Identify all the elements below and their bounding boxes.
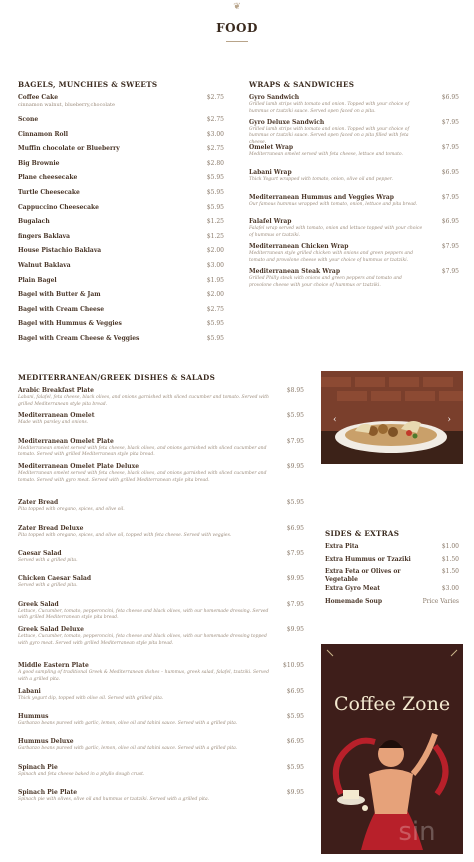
item-name: Mediterranean Chicken Wrap <box>249 243 349 251</box>
item-name: Zater Bread <box>18 499 59 507</box>
item-price: $7.95 <box>286 437 304 445</box>
item-name: Caesar Salad <box>18 549 62 557</box>
menu-item <box>18 662 304 687</box>
item-price: $1.50 <box>441 568 459 576</box>
title-divider <box>226 41 248 42</box>
item-price: $2.00 <box>206 291 224 299</box>
item-name: Falafel Wrap <box>249 218 292 226</box>
item-name: Mediterranean Hummus and Veggies Wrap <box>249 193 394 201</box>
item-desc: Garbanzo beans pureed with garlic, lemon, olive oil and tahini sauce. Served with a grilled pita. <box>18 720 238 726</box>
item-price: $9.95 <box>286 575 304 583</box>
menu-item <box>18 387 304 412</box>
item-name: Mediterranean Omelet <box>18 412 95 420</box>
item-price: $1.50 <box>441 555 459 563</box>
item-price: $9.95 <box>286 789 304 797</box>
item-desc: Served with a grilled pita. <box>18 583 78 589</box>
item-price: $6.95 <box>441 168 459 176</box>
menu-item <box>18 601 304 626</box>
item-name: Hummus <box>18 712 49 720</box>
item-price: $7.95 <box>441 243 459 251</box>
item-name: Big Brownie <box>18 159 60 167</box>
item-price: $6.95 <box>286 687 304 695</box>
menu-item <box>18 204 224 219</box>
item-name: Extra Feta or Olives or Vegetable <box>325 568 401 584</box>
item-desc: Thick Yogurt wrapped with tomato, onion, olive oil and pepper. <box>249 176 393 182</box>
menu-item <box>325 543 459 556</box>
top-ornament-icon: ❦ <box>233 2 241 12</box>
item-price: $6.95 <box>286 524 304 532</box>
poster-title: Coffee Zone <box>333 693 451 715</box>
carousel-prev-icon[interactable]: ‹ <box>333 415 337 425</box>
menu-item <box>325 585 459 598</box>
item-price: $8.95 <box>286 387 304 394</box>
mediterranean-list <box>18 387 304 814</box>
item-price: $7.95 <box>441 143 459 151</box>
menu-item <box>18 499 304 524</box>
item-price: $5.95 <box>286 412 304 420</box>
menu-item <box>18 233 224 248</box>
item-price: Price Varies <box>422 598 459 606</box>
item-desc: Garbanzo beans pureed with garlic, lemon, olive oil and tahini sauce. Served with a grilled pita. <box>18 746 238 752</box>
item-name: Extra Gyro Meat <box>325 585 381 593</box>
item-price: $7.95 <box>441 193 459 201</box>
item-price: $3.00 <box>441 585 459 593</box>
menu-item <box>18 218 224 233</box>
item-desc: Served with a grilled pita. <box>18 557 78 563</box>
menu-item <box>18 291 224 306</box>
menu-item <box>18 335 224 350</box>
item-name: Extra Pita <box>325 543 359 550</box>
item-name: House Pistachio Baklava <box>18 247 102 255</box>
item-price: $5.95 <box>286 763 304 771</box>
item-name: Mediterranean Omelet Plate Deluxe <box>18 463 140 471</box>
food-photo-carousel <box>321 371 463 464</box>
item-name: Chicken Caesar Salad <box>18 575 92 583</box>
menu-item <box>18 306 224 321</box>
item-desc: Mediterranean style grilled chicken with onions and green peppers and tomato and provolone cheese with your choice of hummus or tzatziki. <box>249 251 413 263</box>
item-desc: Lettuce, Cucumber, tomato, pepperoncini, feta cheese and black olives, with our homemade dressing. Served with grilled Mediterranean style pita bread. <box>18 608 269 621</box>
menu-item <box>18 277 224 292</box>
menu-item <box>18 438 304 463</box>
menu-item <box>18 764 304 789</box>
item-price: $6.95 <box>286 738 304 746</box>
item-name: Walnut Baklava <box>18 261 71 269</box>
item-name: Arabic Breakfast Plate <box>18 387 94 394</box>
item-desc: Falafel wrap served with tomato, onion and lettuce topped with your choice of hummus or tzatziki. <box>249 226 423 238</box>
section-heading-bagels: BAGELS, MUNCHIES & SWEETS <box>18 80 158 89</box>
item-price: $5.95 <box>206 188 224 196</box>
item-price: $2.75 <box>206 116 224 123</box>
item-price: $5.95 <box>206 320 224 328</box>
item-name: Omelet Wrap <box>249 143 294 151</box>
item-name: Bugalach <box>18 218 50 226</box>
item-name: fingers Baklava <box>18 232 71 240</box>
sides-list <box>325 543 459 611</box>
menu-item <box>249 194 459 219</box>
menu-item <box>18 262 224 277</box>
menu-item <box>249 144 459 169</box>
food-photo-image <box>321 371 463 464</box>
item-desc: Labani, falafel, feta cheese, black olives, and onions garnished with sliced cucumber and tomato. Served with grilled Mediterranean style pita bread. <box>18 395 269 407</box>
menu-item <box>18 713 304 738</box>
section-heading-sides: SIDES & EXTRAS <box>325 529 400 538</box>
item-price: $2.75 <box>206 94 224 101</box>
item-price: $5.95 <box>206 203 224 211</box>
menu-item <box>18 626 304 662</box>
item-name: Bagel with Cream Cheese <box>18 305 105 313</box>
item-desc: Grilled Philly steak with onions and green peppers and tomato and provolone cheese with your choice of hummus or tzatziki. <box>249 276 402 288</box>
item-desc: Spinach and feta cheese baked in a phyllo dough crust. <box>18 771 145 777</box>
item-name: Cappuccino Cheesecake <box>18 203 99 211</box>
item-price: $9.95 <box>286 463 304 471</box>
item-name: Labani <box>18 687 41 695</box>
item-price: $1.00 <box>441 543 459 550</box>
item-name: Spinach Pie <box>18 763 58 771</box>
menu-item <box>18 550 304 575</box>
item-price: $7.95 <box>286 549 304 557</box>
item-desc: Mediterranean omelet served with feta cheese, lettuce and tomato. <box>249 151 403 157</box>
menu-item <box>18 320 224 335</box>
item-price: $1.95 <box>206 276 224 284</box>
menu-item <box>18 463 304 499</box>
item-price: $6.95 <box>441 218 459 226</box>
item-price: $2.00 <box>206 247 224 255</box>
menu-item <box>18 131 224 146</box>
item-price: $2.75 <box>206 305 224 313</box>
wraps-list <box>249 94 459 293</box>
menu-item <box>18 116 224 131</box>
item-name: Gyro Sandwich <box>249 94 300 101</box>
menu-item <box>18 247 224 262</box>
menu-item <box>325 556 459 569</box>
item-name: Extra Hummus or Tzaziki <box>325 555 411 563</box>
item-name: Coffee Cake <box>18 94 59 101</box>
menu-item <box>18 145 224 160</box>
item-name: Mediterranean Omelet Plate <box>18 437 114 445</box>
item-desc: Mediterranean omelet served with feta cheese, black olives, and onions garnished with sliced cucumber and tomato. Served with grilled Mediterranean style pita bread. <box>18 445 267 458</box>
menu-item <box>18 789 304 814</box>
item-name: Turtle Cheesecake <box>18 188 80 196</box>
menu-item <box>325 598 459 611</box>
menu-item <box>249 94 459 119</box>
item-price: $2.80 <box>206 159 224 167</box>
menu-item <box>18 525 304 550</box>
menu-item <box>18 160 224 175</box>
item-name: Greek Salad Deluxe <box>18 626 84 634</box>
item-name: Gyro Deluxe Sandwich <box>249 118 325 126</box>
item-price: $1.25 <box>206 218 224 226</box>
item-name: Spinach Pie Plate <box>18 789 78 797</box>
item-price: $5.95 <box>286 712 304 720</box>
item-desc: Thick yogurt dip, topped with olive oil. Served with grilled pita. <box>18 695 164 701</box>
menu-item <box>325 568 459 585</box>
item-price: $2.75 <box>206 145 224 153</box>
item-name: Middle Eastern Plate <box>18 662 89 670</box>
bagels-list <box>18 94 224 350</box>
item-price: $7.95 <box>286 600 304 608</box>
menu-item <box>249 218 459 243</box>
item-name: Cinnamon Roll <box>18 130 69 138</box>
item-desc: Grilled lamb strips with tomato and onion. Topped with your choice of hummus or tzatziki sauce. Served open faced on a pita filled with feta cheese. <box>249 126 410 145</box>
item-desc: Pita topped with oregano, spices, and olive oil. <box>18 507 125 513</box>
section-heading-mediterranean: MEDITERRANEAN/GREEK DISHES & SALADS <box>18 373 216 382</box>
menu-item <box>249 268 459 293</box>
item-price: $5.95 <box>286 499 304 507</box>
item-desc: Made with parsley and onions. <box>18 420 89 426</box>
item-price: $1.25 <box>206 232 224 240</box>
menu-item <box>18 94 224 116</box>
item-price: $5.95 <box>206 334 224 342</box>
item-desc: Pita topped with oregano, spices, and olive oil, topped with feta cheese. Served with veggies. <box>18 532 232 538</box>
item-name: Scone <box>18 116 39 123</box>
item-price: $5.95 <box>206 174 224 182</box>
item-price: $3.00 <box>206 261 224 269</box>
item-name: Hummus Deluxe <box>18 738 74 746</box>
item-name: Bagel with Butter & Jam <box>18 291 101 299</box>
item-name: Plain Bagel <box>18 276 57 284</box>
item-desc: Lettuce, Cucumber, tomato, pepperoncini, feta cheese and black olives, with our homemade dressing topped with gyro meat. Served with grilled Mediterranean style pita bread. <box>18 634 267 646</box>
item-desc: Our famous hummus wrapped with tomato, onion, lettuce and pita bread. <box>249 201 418 207</box>
item-name: Bagel with Cream Cheese & Veggies <box>18 334 140 342</box>
item-price: $6.95 <box>441 94 459 101</box>
poster-watermark: sin <box>398 817 436 847</box>
page-title: FOOD <box>216 21 258 35</box>
item-desc: Mediterranean omelet served with feta cheese, black olives, and onions garnished with sliced cucumber and tomato. Served with gyro meat. Served with grilled Mediterranean style pita bread. <box>18 471 267 483</box>
item-price: $10.95 <box>283 662 304 670</box>
item-name: Plane cheesecake <box>18 174 78 182</box>
item-name: Mediterranean Steak Wrap <box>249 268 341 276</box>
menu-item <box>18 688 304 713</box>
item-price: $3.00 <box>206 130 224 138</box>
section-heading-wraps: WRAPS & SANDWICHES <box>249 80 355 89</box>
item-name: Labani Wrap <box>249 168 292 176</box>
item-price: $7.95 <box>441 118 459 126</box>
menu-item <box>249 119 459 144</box>
item-name: Muffin chocolate or Blueberry <box>18 145 120 153</box>
menu-item <box>18 738 304 763</box>
item-desc: cinnamon walnut, blueberry,chocolate <box>18 102 115 108</box>
item-name: Greek Salad <box>18 600 59 608</box>
item-price: $9.95 <box>286 626 304 634</box>
item-name: Homemade Soup <box>325 598 383 606</box>
item-desc: Spinach pie with olives, olive oil and hummus or tzatziki. Served with a grilled pita. <box>18 797 210 803</box>
coffee-zone-poster-art <box>321 644 463 854</box>
item-desc: Grilled lamb strips with tomato and onion. Topped with your choice of hummus or tzatziki sauce. Served open faced on a pita. <box>249 102 410 114</box>
item-price: $7.95 <box>441 268 459 276</box>
carousel-next-icon[interactable]: › <box>447 415 451 425</box>
item-name: Bagel with Hummus & Veggies <box>18 320 122 328</box>
menu-item <box>18 174 224 189</box>
menu-item <box>249 169 459 194</box>
item-desc: A good sampling of traditional Greek & Mediterranean dishes – hummus, greek salad, falafel, tzatziki. Served with a grilled pita. <box>18 670 269 682</box>
menu-item <box>249 243 459 268</box>
menu-item <box>18 575 304 600</box>
menu-item <box>18 189 224 204</box>
coffee-zone-poster <box>321 644 463 854</box>
menu-item <box>18 412 304 437</box>
item-name: Zater Bread Deluxe <box>18 524 84 532</box>
